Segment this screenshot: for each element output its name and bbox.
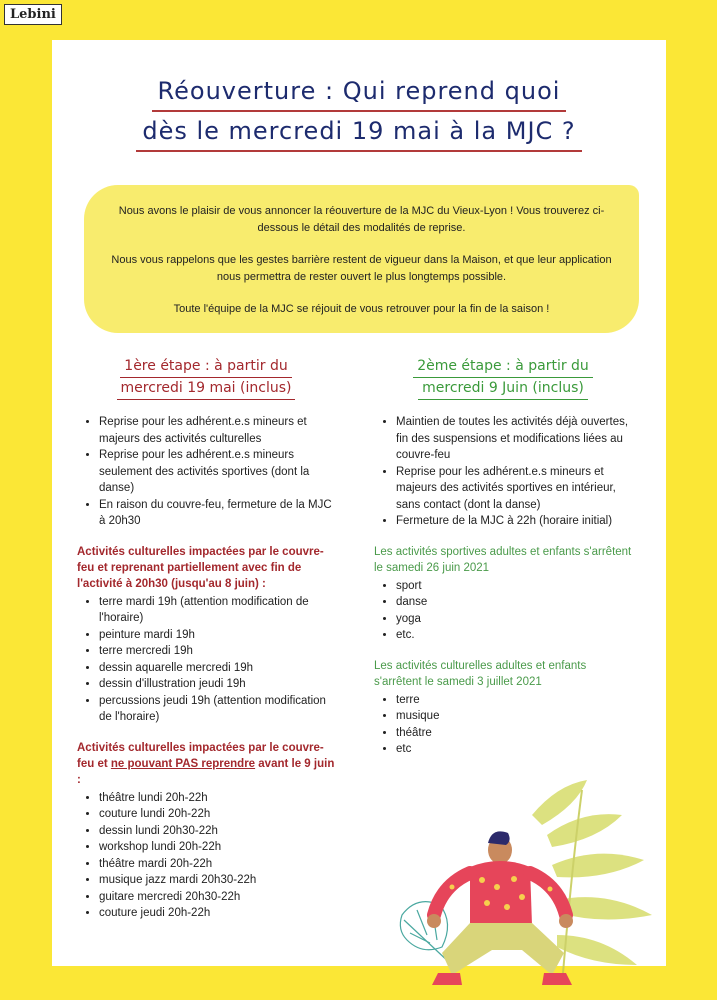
list-item: • guitare mercredi 20h30-22h xyxy=(99,889,335,906)
list-item: • théâtre xyxy=(396,725,632,742)
intro-paragraph-2: Nous vous rappelons que les gestes barrière restent de vigueur dans la Maison, et que leur application nous permettra de rester ouvert le plus longtemps possible. xyxy=(111,254,612,283)
stage-1-heading-line-1: 1ère étape : à partir du xyxy=(120,356,291,378)
list-item: • couture lundi 20h-22h xyxy=(99,806,335,823)
blocked-heading-part-1: Activités culturelles impactées par le couvre-feu et xyxy=(77,741,324,770)
list-item: • dessin aquarelle mercredi 19h xyxy=(99,660,335,677)
logo: Lebini xyxy=(4,4,62,25)
list-item: • etc. xyxy=(396,627,632,644)
stage-1-heading-line-2: mercredi 19 mai (inclus) xyxy=(117,378,296,400)
list-item: • couture jeudi 20h-22h xyxy=(99,905,335,922)
list-item: • théâtre lundi 20h-22h xyxy=(99,790,335,807)
list-item: • musique jazz mardi 20h30-22h xyxy=(99,872,335,889)
blocked-activities-list xyxy=(77,790,335,922)
list-item: • yoga xyxy=(396,611,632,628)
stage-2-heading-line-2: mercredi 9 Juin (inclus) xyxy=(418,378,588,400)
list-item: • Reprise pour les adhérent.e.s mineurs seulement des activités sportives (dont la danse) xyxy=(99,447,335,497)
list-item: • terre mercredi 19h xyxy=(99,643,335,660)
list-item: • théâtre mardi 20h-22h xyxy=(99,856,335,873)
list-item: • musique xyxy=(396,708,632,725)
list-item: • Fermeture de la MJC à 22h (horaire initial) xyxy=(396,513,632,530)
stage-2-column xyxy=(374,356,632,772)
stage-2-heading-line-1: 2ème étape : à partir du xyxy=(413,356,593,378)
culture-end-heading: Les activités culturelles adultes et enfants s'arrêtent le samedi 3 juillet 2021 xyxy=(374,659,587,688)
list-item: • workshop lundi 20h-22h xyxy=(99,839,335,856)
partial-activities-list xyxy=(77,594,335,726)
blocked-heading-part-2: avant le 9 juin : xyxy=(77,757,335,786)
culture-end-list xyxy=(374,692,632,758)
stage-1-column xyxy=(77,356,335,936)
intro-paragraph-1: Nous avons le plaisir de vous annoncer la réouverture de la MJC du Vieux-Lyon ! Vous trouverez ci-dessous le détail des modalités de reprise. xyxy=(118,205,605,234)
list-item: • terre mardi 19h (attention modification de l'horaire) xyxy=(99,594,335,627)
list-item: • Reprise pour les adhérent.e.s mineurs et majeurs des activités sportives en intérieur, sans contact (dont la danse) xyxy=(396,464,632,514)
list-item: • En raison du couvre-feu, fermeture de la MJC à 20h30 xyxy=(99,497,335,530)
list-item: • terre xyxy=(396,692,632,709)
stage-1-heading xyxy=(77,356,335,400)
stage-2-heading xyxy=(374,356,632,400)
list-item: • Maintien de toutes les activités déjà ouvertes, fin des suspensions et modifications liées au couvre-feu xyxy=(396,414,632,464)
dancer-illustration xyxy=(382,775,662,990)
poster-sheet xyxy=(52,40,666,966)
title-line-2: dès le mercredi 19 mai à la MJC ? xyxy=(136,112,581,152)
blocked-heading-underlined: ne pouvant PAS reprendre xyxy=(110,757,256,770)
sport-end-heading: Les activités sportives adultes et enfants s'arrêtent le samedi 26 juin 2021 xyxy=(374,545,632,574)
list-item: • sport xyxy=(396,578,632,595)
list-item: • Reprise pour les adhérent.e.s mineurs et majeurs des activités culturelles xyxy=(99,414,335,447)
list-item: • peinture mardi 19h xyxy=(99,627,335,644)
stage-1-bullets xyxy=(77,414,335,530)
blocked-activities-heading xyxy=(77,740,335,788)
intro-paragraph-3: Toute l'équipe de la MJC se réjouit de vous retrouver pour la fin de la saison ! xyxy=(173,303,550,315)
list-item: • percussions jeudi 19h (attention modification de l'horaire) xyxy=(99,693,335,726)
list-item: • danse xyxy=(396,594,632,611)
list-item: • dessin d'illustration jeudi 19h xyxy=(99,676,335,693)
intro-box xyxy=(84,185,639,333)
stage-2-bullets xyxy=(374,414,632,530)
partial-activities-heading: Activités culturelles impactées par le couvre-feu et reprenant partiellement avec fin de l'activité à 20h30 (jusqu'au 8 juin) : xyxy=(77,545,324,590)
list-item: • etc xyxy=(396,741,632,758)
title-line-1: Réouverture : Qui reprend quoi xyxy=(152,72,567,112)
list-item: • dessin lundi 20h30-22h xyxy=(99,823,335,840)
page-title xyxy=(52,72,666,152)
sport-end-list xyxy=(374,578,632,644)
dancer-figure xyxy=(427,831,573,985)
